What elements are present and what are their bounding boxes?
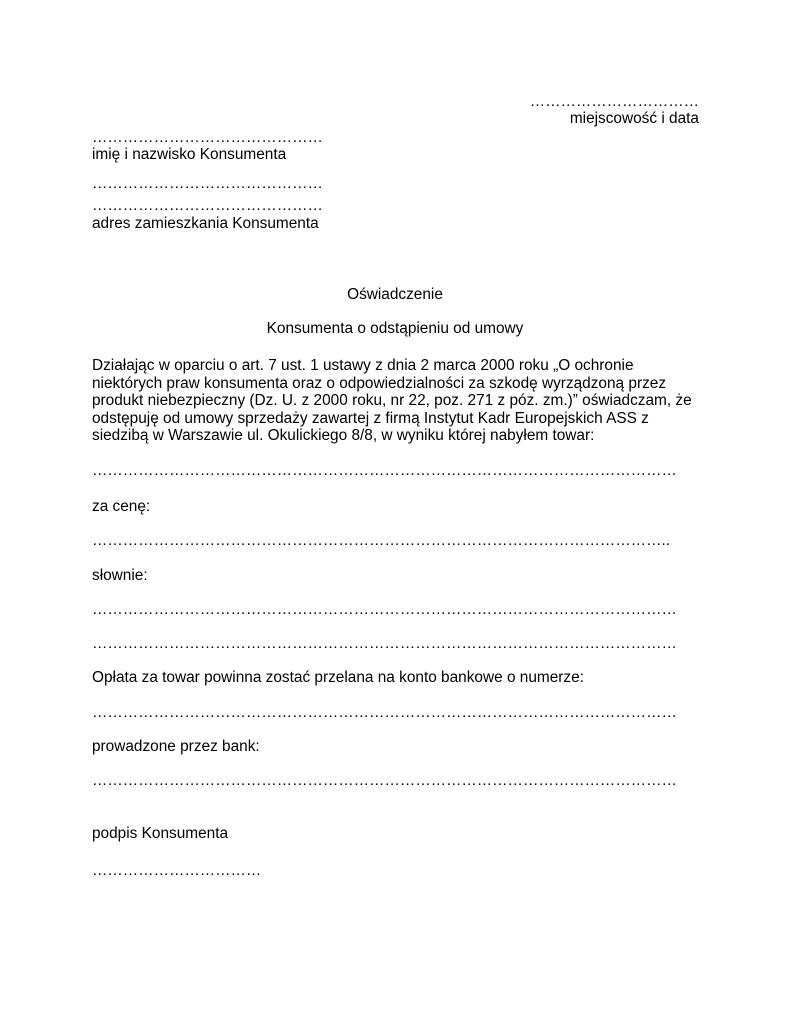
- address-dots-1: ………………………………………: [92, 175, 323, 192]
- place-date-label: miejscowość i data: [569, 110, 699, 127]
- bank-label: prowadzone przez bank:: [92, 738, 260, 755]
- place-date-dots: ……………………………: [529, 93, 699, 110]
- paragraph-line: produkt niebezpieczny (Dz. U. z 2000 roku, nr 22, poz. 271 z póz. zm.)” oświadczam, że: [92, 392, 692, 409]
- name-dots: ………………………………………: [92, 129, 323, 146]
- document-subtitle: Konsumenta o odstąpieniu od umowy: [266, 320, 524, 337]
- bank-dots: ……………………………………………………………………………………………………: [92, 772, 677, 789]
- price-label: za cenę:: [92, 498, 151, 515]
- paragraph-line: odstępuję od umowy sprzedaży zawartej z firmą Instytut Kadr Europejskich ASS z: [92, 409, 649, 427]
- name-label: imię i nazwisko Konsumenta: [92, 146, 287, 163]
- price-dots: …………………………………………………………………………………………………..: [92, 532, 671, 549]
- signature-label: podpis Konsumenta: [92, 825, 229, 842]
- paragraph-line: siedzibą w Warszawie ul. Okulickiego 8/8, w wyniku której nabyłem towar:: [92, 427, 595, 444]
- address-dots-2: ………………………………………: [92, 197, 323, 214]
- signature-dots: ……………………………: [92, 862, 262, 879]
- goods-dots: ……………………………………………………………………………………………………: [92, 462, 677, 479]
- words-label: słownie:: [92, 567, 148, 584]
- document-title: Oświadczenie: [347, 286, 443, 303]
- address-label: adres zamieszkania Konsumenta: [92, 215, 319, 232]
- declaration-paragraph: [92, 357, 704, 445]
- words-dots-1: ……………………………………………………………………………………………………: [92, 601, 677, 618]
- paragraph-line: niektórych praw konsumenta oraz o odpowiedzialności za szkodę wyrządzoną przez: [92, 374, 667, 392]
- payment-label: Opłata za towar powinna zostać przelana na konto bankowe o numerze:: [92, 669, 584, 686]
- words-dots-2: ……………………………………………………………………………………………………: [92, 635, 677, 652]
- account-dots: ……………………………………………………………………………………………………: [92, 704, 677, 721]
- paragraph-line: Działając w oparciu o art. 7 ust. 1 ustawy z dnia 2 marca 2000 roku „O ochronie: [92, 357, 634, 374]
